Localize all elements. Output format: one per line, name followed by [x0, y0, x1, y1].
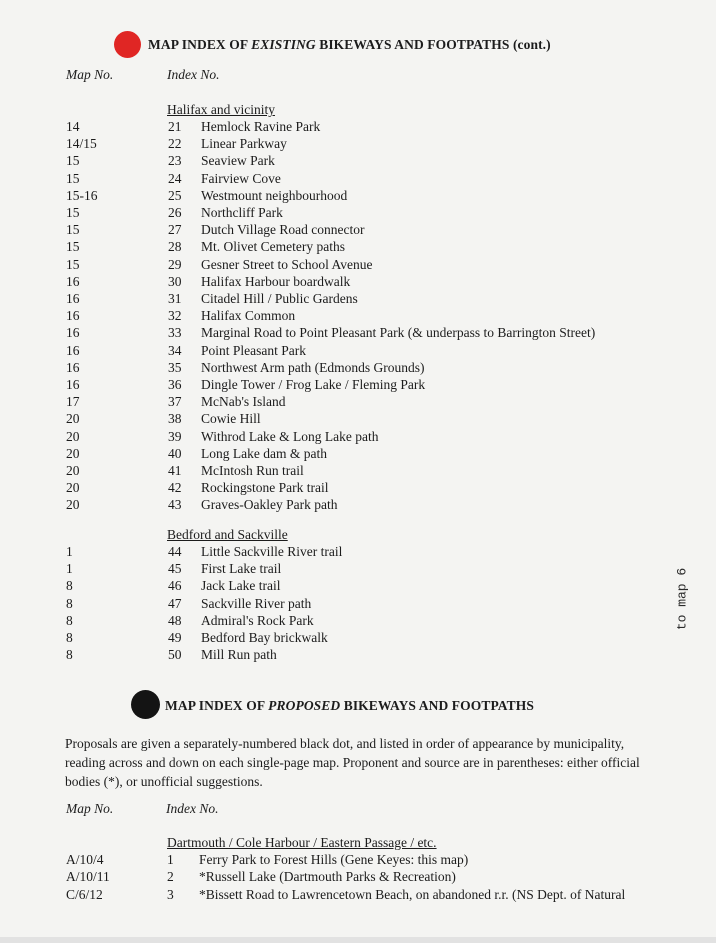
- path-name: Little Sackville River trail: [201, 544, 343, 559]
- index-number: 47: [168, 595, 182, 611]
- index-number: 33: [168, 325, 182, 341]
- list-item: [0, 647, 716, 664]
- map-number: 16: [66, 325, 80, 341]
- index-number: 22: [168, 136, 182, 152]
- path-name: Marginal Road to Point Pleasant Park (& underpass to Barrington Street): [201, 325, 596, 341]
- map-number: 8: [66, 578, 73, 594]
- index-no-header: Index No.: [167, 67, 220, 82]
- index-number: 26: [168, 205, 182, 220]
- index-number: 1: [167, 852, 174, 867]
- path-name: Northwest Arm path (Edmonds Grounds): [201, 359, 425, 375]
- index-number: 28: [168, 239, 182, 255]
- path-name: Withrod Lake & Long Lake path: [201, 428, 379, 444]
- list-item: [0, 887, 716, 904]
- index-number: 34: [168, 342, 182, 358]
- path-name: Halifax Common: [201, 308, 296, 324]
- map-number: 14/15: [66, 136, 97, 152]
- list-item: [0, 136, 716, 153]
- map-number: 14: [66, 119, 80, 134]
- map-number: 20: [66, 463, 80, 478]
- section-title-halifax: Halifax and vicinity: [167, 102, 275, 117]
- side-note: to map 6: [674, 567, 690, 631]
- path-name: Hemlock Ravine Park: [201, 119, 321, 134]
- map-number: 15: [66, 239, 80, 255]
- map-number: 16: [66, 342, 80, 358]
- list-item: [0, 561, 716, 578]
- list-item: [0, 544, 716, 561]
- list-item: [0, 171, 716, 188]
- map-number: 15-16: [66, 187, 98, 203]
- list-item: [0, 852, 716, 869]
- index-number: 21: [168, 119, 182, 134]
- path-name: Graves-Oakley Park path: [201, 497, 338, 513]
- map-number: 16: [66, 273, 80, 289]
- map-number: 8: [66, 595, 73, 611]
- index-number: 40: [168, 445, 182, 461]
- list-item: [0, 257, 716, 274]
- path-name: Admiral's Rock Park: [201, 612, 314, 628]
- index-number: 2: [167, 869, 174, 885]
- list-item: [0, 205, 716, 222]
- index-number: 29: [168, 256, 182, 272]
- index-number: 43: [168, 497, 182, 513]
- path-name: *Bissett Road to Lawrencetown Beach, on abandoned r.r. (NS Dept. of Natural: [199, 886, 626, 902]
- map-no-header-proposed: Map No.: [66, 801, 114, 816]
- index-number: 32: [168, 308, 182, 324]
- list-item: [0, 308, 716, 325]
- path-name: Cowie Hill: [201, 411, 261, 427]
- map-number: A/10/4: [66, 852, 104, 867]
- list-item: [0, 360, 716, 377]
- path-name: *Russell Lake (Dartmouth Parks & Recreation): [199, 869, 456, 885]
- list-item: [0, 325, 716, 342]
- map-number: 15: [66, 170, 80, 186]
- index-number: 49: [168, 630, 182, 645]
- map-number: 16: [66, 291, 80, 306]
- list-item: [0, 446, 716, 463]
- path-name: First Lake trail: [201, 561, 282, 577]
- path-name: Mill Run path: [201, 647, 277, 663]
- index-number: 46: [168, 578, 182, 594]
- map-number: 1: [66, 544, 73, 559]
- index-number: 35: [168, 359, 182, 375]
- list-item: [0, 394, 716, 411]
- path-name: Westmount neighbourhood: [201, 187, 348, 203]
- map-number: 15: [66, 256, 80, 272]
- list-item: [0, 291, 716, 308]
- path-name: Seaview Park: [201, 153, 275, 169]
- path-name: Mt. Olivet Cemetery paths: [201, 239, 345, 255]
- map-number: 15: [66, 222, 80, 238]
- index-number: 42: [168, 480, 182, 496]
- path-name: Jack Lake trail: [201, 578, 281, 594]
- map-number: 20: [66, 497, 80, 513]
- proposed-heading: MAP INDEX OF PROPOSED BIKEWAYS AND FOOTPATHS: [165, 698, 534, 713]
- index-no-header-proposed: Index No.: [166, 801, 219, 816]
- list-item: [0, 429, 716, 446]
- index-number: 31: [168, 291, 182, 306]
- map-number: 17: [66, 394, 80, 410]
- path-name: Linear Parkway: [201, 136, 287, 152]
- black-dot-icon: [131, 690, 160, 719]
- index-number: 24: [168, 170, 182, 186]
- index-number: 25: [168, 187, 182, 203]
- list-item: [0, 463, 716, 480]
- map-no-header: Map No.: [66, 67, 114, 82]
- map-number: C/6/12: [66, 886, 103, 902]
- list-item: [0, 188, 716, 205]
- list-item: [0, 153, 716, 170]
- proposals-paragraph: Proposals are given a separately-numbered black dot, and listed in order of appearance by municipality, reading across and down on each single-page map. Proponent and source are in parentheses: either official bodies (*), or unofficial suggestions.: [65, 736, 640, 789]
- map-number: 16: [66, 359, 80, 375]
- path-name: Northcliff Park: [201, 205, 283, 220]
- path-name: Citadel Hill / Public Gardens: [201, 291, 358, 306]
- index-number: 44: [168, 544, 182, 559]
- index-number: 48: [168, 612, 182, 628]
- map-number: 20: [66, 411, 80, 427]
- map-number: 20: [66, 445, 80, 461]
- map-number: 16: [66, 308, 80, 324]
- index-number: 39: [168, 428, 182, 444]
- path-name: McIntosh Run trail: [201, 463, 304, 478]
- index-number: 41: [168, 463, 182, 478]
- list-item: [0, 613, 716, 630]
- index-number: 27: [168, 222, 182, 238]
- map-number: 8: [66, 612, 73, 628]
- list-item: [0, 377, 716, 394]
- existing-heading: MAP INDEX OF EXISTING BIKEWAYS AND FOOTPATHS (cont.): [148, 37, 551, 52]
- list-item: [0, 596, 716, 613]
- map-number: 8: [66, 647, 73, 663]
- red-dot-icon: [114, 31, 141, 58]
- index-number: 23: [168, 153, 182, 169]
- map-number: 20: [66, 428, 80, 444]
- index-number: 36: [168, 377, 182, 392]
- list-item: [0, 869, 716, 886]
- path-name: Rockingstone Park trail: [201, 480, 329, 496]
- map-number: 16: [66, 377, 80, 392]
- index-number: 50: [168, 647, 182, 663]
- index-number: 30: [168, 273, 182, 289]
- path-name: Sackville River path: [201, 595, 312, 611]
- index-number: 38: [168, 411, 182, 427]
- path-name: Bedford Bay brickwalk: [201, 630, 328, 645]
- list-item: [0, 222, 716, 239]
- path-name: Ferry Park to Forest Hills (Gene Keyes: this map): [199, 852, 469, 867]
- map-number: 20: [66, 480, 80, 496]
- list-item: [0, 411, 716, 428]
- section-title-bedford: Bedford and Sackville: [167, 527, 288, 542]
- list-item: [0, 343, 716, 360]
- list-item: [0, 119, 716, 136]
- path-name: Point Pleasant Park: [201, 342, 306, 358]
- map-number: A/10/11: [66, 869, 110, 885]
- map-number: 8: [66, 630, 73, 645]
- path-name: Dingle Tower / Frog Lake / Fleming Park: [201, 377, 426, 392]
- index-number: 37: [168, 394, 182, 410]
- path-name: Long Lake dam & path: [201, 445, 327, 461]
- section-title-dartmouth: Dartmouth / Cole Harbour / Eastern Passage / etc.: [167, 835, 437, 850]
- list-item: [0, 274, 716, 291]
- path-name: McNab's Island: [201, 394, 286, 410]
- map-number: 15: [66, 153, 80, 169]
- path-name: Dutch Village Road connector: [201, 222, 365, 238]
- path-name: Gesner Street to School Avenue: [201, 256, 373, 272]
- index-number: 3: [167, 886, 174, 902]
- scan-edge: [0, 937, 716, 943]
- path-name: Halifax Harbour boardwalk: [201, 273, 351, 289]
- path-name: Fairview Cove: [201, 170, 281, 186]
- list-item: [0, 630, 716, 647]
- list-item: [0, 239, 716, 256]
- list-item: [0, 497, 716, 514]
- list-item: [0, 480, 716, 497]
- list-item: [0, 578, 716, 595]
- map-number: 1: [66, 561, 73, 577]
- map-number: 15: [66, 205, 80, 220]
- index-number: 45: [168, 561, 182, 577]
